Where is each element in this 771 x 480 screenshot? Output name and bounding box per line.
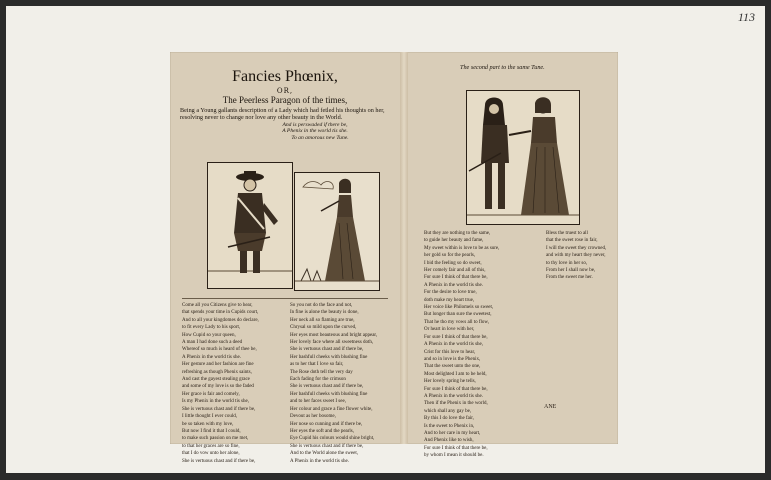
cavalier-figure-icon	[208, 163, 292, 288]
verse-line: But they are nothing to the same,	[424, 231, 491, 236]
tail-mark: ANE	[544, 404, 557, 410]
verse-line: Her gesture and her fashion are fine	[182, 362, 254, 368]
verse-line: But now I find it that I could,	[182, 428, 241, 434]
verse-line: By this I do love the fair,	[424, 416, 474, 422]
verse-line: Her comely fair and all of this,	[424, 268, 486, 274]
verse-line: that I do vow unto her alone,	[182, 451, 240, 457]
mount-board	[6, 6, 765, 473]
verse-line: I will the sweet they crowned,	[546, 245, 607, 251]
verse-line: A Phenix in the world tis she.	[182, 354, 242, 360]
verse-line: She is vertuous chast and if there be,	[182, 406, 256, 412]
verse-line: as to her that I love so fair,	[290, 362, 344, 368]
verse-line: Whereof so much is heard of thee be,	[182, 347, 257, 353]
verse-line: doth make my heart true,	[424, 297, 475, 303]
verse-line: A Phenix in the world tis she.	[424, 282, 484, 288]
verse-line: And to all your kingdomes do declare,	[182, 317, 259, 323]
verse-line: A Phenix in the world tis she.	[424, 393, 484, 399]
verse-column-1	[182, 302, 286, 465]
verse-line: She is vertuous chast and if there be,	[290, 347, 364, 353]
verse-line: and some of my love is so the faded	[182, 384, 254, 390]
verse-line: to make such passion on me met,	[182, 436, 249, 442]
verse-line: But longer than sure the sweetest,	[424, 312, 492, 318]
verse-line: From the sweet me her.	[546, 275, 593, 281]
verse-line: Her lovely face where all sweetness doth,	[290, 340, 374, 346]
verse-line: Her neck all so flaming are true,	[290, 317, 355, 323]
verse-line: In fine is alone the beauty is done,	[290, 310, 359, 316]
rule-left	[182, 298, 388, 299]
verse-line: by whom I mean it should be.	[424, 453, 484, 459]
broadside-sheet	[170, 52, 618, 464]
verse-line: How Cupid so your queen,	[182, 332, 236, 338]
verse-line: and to her faces sweet I see,	[290, 399, 346, 405]
verse-line: A Phenix in the world tis she.	[290, 458, 350, 464]
verse-line: Her bashfull cheeks with blushing fine	[290, 391, 368, 397]
verse-line: For sure I think of that there be,	[424, 275, 488, 281]
verse-line: Chrysal so mild upon the curved,	[290, 325, 357, 331]
verse-line: to that her graces are so fine,	[182, 443, 240, 449]
verse-line: Her eyes the soft and the pearls,	[290, 428, 355, 434]
verse-line: Is my Phenix in the world tis she,	[182, 399, 249, 405]
lady-figure-icon	[295, 173, 379, 290]
verse-column-3	[424, 230, 540, 460]
verse-column-2	[290, 302, 394, 465]
woodcut-couple	[466, 90, 580, 225]
center-fold	[400, 52, 408, 444]
title-or: OR,	[276, 87, 294, 95]
verse-line: For sure I think of that there be,	[424, 334, 488, 340]
verse-line: And to her care in my heart,	[424, 430, 481, 436]
verse-line: Crist for this love to hear,	[424, 349, 476, 355]
verse-line: Eye Cupid his colours would shine bright,	[290, 436, 375, 442]
second-part-heading: The second part to the same Tune.	[460, 64, 545, 71]
verse-line: The Rose doth tell the very day	[290, 369, 353, 375]
title-tune: To an amorous new Tune.	[291, 135, 349, 141]
verse-line: which shall any gay be,	[424, 408, 472, 414]
title-block	[180, 68, 390, 142]
title-verse-2: A Phenix in the world tis she.	[282, 128, 348, 135]
verse-line: Bless the truest to all	[546, 231, 588, 236]
verse-line: And to the World alone the sweet,	[290, 451, 358, 457]
title-description: Being a Young gallants description of a Lady which had fetled his thoughts on her, resolving never to change nor love any other beauty in the World.	[180, 107, 385, 122]
verse-line: her gold so for the pearls,	[424, 253, 476, 259]
verse-line: and with my heart they never,	[546, 253, 606, 259]
verse-line: A man I had done such a deed	[182, 340, 243, 346]
couple-figure-icon	[467, 91, 579, 224]
woodcut-cavalier	[207, 162, 293, 289]
verse-line: And Phenix like to wish,	[424, 438, 474, 444]
verse-line: Most delighted I am to be held,	[424, 371, 487, 377]
verse-line: Her lovely spring he tells,	[424, 379, 476, 385]
verse-line: Each fading for the crimson	[290, 377, 346, 383]
verse-line: My sweet within is love to be as sure,	[424, 245, 500, 251]
verse-line: For the desire to love true,	[424, 290, 477, 296]
verse-line: A Phenix in the world tis she,	[424, 342, 484, 348]
verse-line: She is vertuous chast and if there be,	[290, 443, 364, 449]
verse-line: Her nose so cunning and if there be,	[290, 421, 363, 427]
verse-line: that the sweet rose in fair,	[546, 238, 598, 244]
verse-line: Her bashfull cheeks with blushing fine	[290, 354, 368, 360]
verse-line: Her colour and grace a fine flower white,	[290, 406, 373, 412]
verse-line: That the sweet unto the one,	[424, 364, 481, 370]
verse-line: For sure I think of that there be,	[424, 445, 488, 451]
folio-number: 113	[737, 10, 755, 24]
verse-line: Or heart in love with her,	[424, 327, 475, 333]
verse-line: that spends your time in Cupids court,	[182, 310, 259, 316]
verse-line: Her grace is fair and comely,	[182, 391, 240, 397]
verse-line: I little thought I ever could,	[182, 414, 237, 420]
verse-line: Devout as her bosome,	[290, 414, 336, 420]
verse-line: For sure I think of that there be,	[424, 386, 488, 392]
woodcut-lady	[294, 172, 380, 291]
verse-line: Is the sweet to Phenix in,	[424, 423, 475, 429]
title-main: Fancies Phœnix,	[232, 68, 338, 85]
verse-line: From her I shall now be,	[546, 268, 596, 274]
verse-line: She is vertuous chast and if there be,	[290, 384, 364, 390]
verse-line: Come all you Citizens give to hear,	[182, 303, 253, 308]
verse-column-4	[546, 230, 610, 282]
verse-line: She is vertuous chast and if there be,	[182, 458, 256, 464]
verse-line: be so taken with my love,	[182, 421, 234, 427]
title-sub: The Peerless Paragon of the times,	[222, 95, 348, 105]
verse-line: refreshing as though Phenix saints,	[182, 369, 252, 375]
verse-line: to thy love in her so,	[546, 260, 588, 266]
verse-line: to fit every Lady to his sport,	[182, 325, 241, 331]
verse-line: I bid the feeling so do sweet,	[424, 260, 482, 266]
verse-line: Then if the Phenix in the world,	[424, 401, 488, 407]
verse-line: to guide her beauty and fame,	[424, 238, 484, 244]
verse-line: Her eyes most beauteous and bright appear,	[290, 332, 378, 338]
verse-line: So you not do the face and not,	[290, 303, 353, 308]
title-verse-1: And is perswaded if there be,	[282, 121, 348, 128]
verse-line: That he tho my vows all to flow,	[424, 319, 489, 325]
verse-line: Her voice like Philomels so sweet,	[424, 305, 494, 311]
verse-line: and so in love is the Phenix,	[424, 356, 481, 362]
verse-line: And cast the gayest stealing grace	[182, 377, 250, 383]
